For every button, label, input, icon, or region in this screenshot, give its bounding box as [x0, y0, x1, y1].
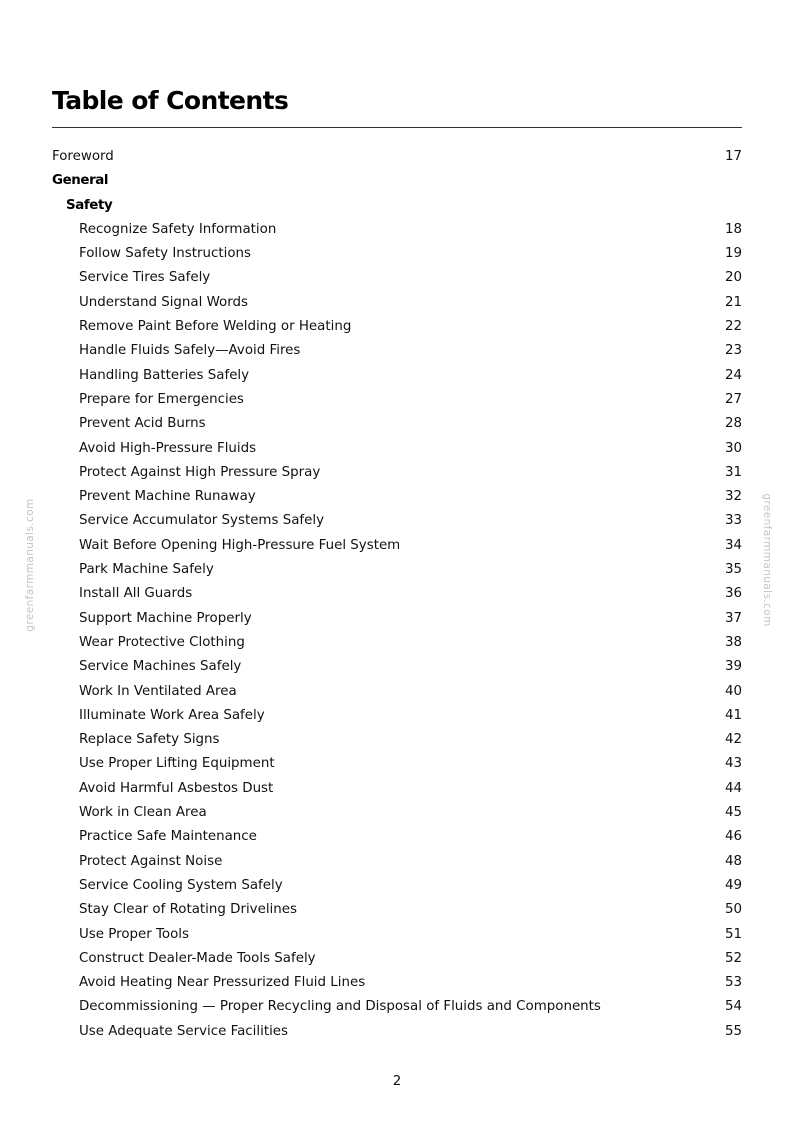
- toc-entry-page-number: 34: [724, 537, 742, 553]
- toc-entry-label: Protect Against Noise: [79, 853, 223, 869]
- toc-list: [52, 145, 742, 1044]
- toc-entry[interactable]: [52, 339, 742, 363]
- toc-entry-page-number: 32: [724, 489, 742, 505]
- toc-entry-page-number: 41: [724, 707, 742, 723]
- toc-entry-label: Safety: [66, 197, 113, 213]
- toc-entry-label: Service Tires Safely: [79, 270, 211, 286]
- toc-entry-page-number: 55: [724, 1023, 742, 1039]
- toc-entry-label: Recognize Safety Information: [79, 221, 277, 237]
- toc-entry-label: Work in Clean Area: [79, 805, 207, 821]
- toc-entry-label: Wait Before Opening High-Pressure Fuel System: [79, 537, 401, 553]
- toc-entry[interactable]: [52, 145, 742, 169]
- toc-entry-page-number: 49: [724, 877, 742, 893]
- toc-entry-page-number: 52: [724, 950, 742, 966]
- toc-entry-label: Install All Guards: [79, 586, 193, 602]
- toc-entry-label: Service Cooling System Safely: [79, 877, 283, 893]
- toc-entry-label: Park Machine Safely: [79, 562, 214, 578]
- toc-entry[interactable]: [52, 266, 742, 290]
- toc-entry[interactable]: [52, 655, 742, 679]
- toc-entry-label: Use Proper Tools: [79, 926, 190, 942]
- toc-entry-page-number: 36: [724, 586, 742, 602]
- toc-entry-page-number: 44: [724, 780, 742, 796]
- toc-entry-page-number: 48: [724, 853, 742, 869]
- toc-entry[interactable]: [52, 728, 742, 752]
- toc-entry-label: Foreword: [52, 149, 114, 164]
- toc-entry-page-number: 43: [724, 756, 742, 772]
- toc-entry[interactable]: [52, 315, 742, 339]
- toc-entry[interactable]: [52, 777, 742, 801]
- toc-entry-label: Decommissioning — Proper Recycling and Disposal of Fluids and Components: [79, 999, 601, 1015]
- toc-entry-page-number: 28: [724, 416, 742, 432]
- toc-entry[interactable]: [52, 291, 742, 315]
- toc-entry-page-number: 21: [724, 294, 742, 310]
- toc-entry-page-number: 23: [724, 343, 742, 359]
- toc-entry[interactable]: [52, 364, 742, 388]
- toc-entry[interactable]: [52, 995, 742, 1019]
- toc-entry-label: Use Proper Lifting Equipment: [79, 756, 275, 772]
- toc-entry[interactable]: [52, 898, 742, 922]
- toc-entry-page-number: 40: [724, 683, 742, 699]
- toc-entry-page-number: 30: [724, 440, 742, 456]
- toc-entry[interactable]: [52, 582, 742, 606]
- toc-section-heading: [52, 169, 742, 193]
- toc-entry[interactable]: [52, 850, 742, 874]
- toc-entry[interactable]: [52, 534, 742, 558]
- toc-entry-page-number: 50: [724, 902, 742, 918]
- toc-entry[interactable]: [52, 412, 742, 436]
- toc-entry-label: Protect Against High Pressure Spray: [79, 464, 321, 480]
- toc-entry-page-number: 33: [724, 513, 742, 529]
- toc-entry-label: Support Machine Properly: [79, 610, 252, 626]
- toc-entry-page-number: 27: [724, 391, 742, 407]
- toc-entry-label: Understand Signal Words: [79, 294, 248, 310]
- toc-entry[interactable]: [52, 631, 742, 655]
- toc-entry[interactable]: [52, 971, 742, 995]
- toc-entry[interactable]: [52, 218, 742, 242]
- toc-entry-page-number: 18: [724, 221, 742, 237]
- toc-entry-label: Service Accumulator Systems Safely: [79, 513, 325, 529]
- toc-entry-label: Prevent Machine Runaway: [79, 489, 256, 505]
- toc-entry-label: Avoid High-Pressure Fluids: [79, 440, 257, 456]
- toc-entry[interactable]: [52, 923, 742, 947]
- toc-entry-page-number: 22: [724, 319, 742, 335]
- toc-entry-label: General: [52, 173, 109, 189]
- toc-entry-label: Replace Safety Signs: [79, 732, 220, 748]
- toc-entry-label: Prevent Acid Burns: [79, 416, 206, 432]
- toc-entry[interactable]: [52, 801, 742, 825]
- toc-entry-label: Wear Protective Clothing: [79, 634, 245, 650]
- toc-entry-page-number: 19: [724, 246, 742, 262]
- toc-entry-label: Remove Paint Before Welding or Heating: [79, 319, 352, 335]
- toc-entry-label: Prepare for Emergencies: [79, 391, 244, 407]
- toc-entry-page-number: 46: [724, 829, 742, 845]
- toc-entry-label: Handling Batteries Safely: [79, 367, 250, 383]
- toc-entry-page-number: 53: [724, 975, 742, 991]
- watermark-left: greenfarmmanuals.com: [24, 498, 36, 632]
- toc-entry-page-number: 42: [724, 732, 742, 748]
- toc-entry[interactable]: [52, 437, 742, 461]
- toc-entry[interactable]: [52, 558, 742, 582]
- page-number: 2: [392, 1074, 402, 1089]
- toc-entry-page-number: 31: [724, 464, 742, 480]
- toc-entry-label: Handle Fluids Safely—Avoid Fires: [79, 343, 301, 359]
- toc-entry-label: Illuminate Work Area Safely: [79, 707, 265, 723]
- toc-entry-page-number: 39: [724, 659, 742, 675]
- toc-entry-page-number: 35: [724, 562, 742, 578]
- page-title: Table of Contents: [52, 86, 289, 115]
- toc-entry[interactable]: [52, 242, 742, 266]
- toc-entry[interactable]: [52, 704, 742, 728]
- toc-entry[interactable]: [52, 388, 742, 412]
- toc-entry-label: Avoid Harmful Asbestos Dust: [79, 780, 274, 796]
- toc-entry-page-number: 17: [724, 149, 742, 164]
- toc-entry-page-number: 20: [724, 270, 742, 286]
- toc-entry[interactable]: [52, 1020, 742, 1044]
- toc-entry[interactable]: [52, 752, 742, 776]
- toc-entry-label: Follow Safety Instructions: [79, 246, 251, 262]
- toc-entry-label: Stay Clear of Rotating Drivelines: [79, 902, 297, 918]
- toc-entry-label: Practice Safe Maintenance: [79, 829, 257, 845]
- toc-entry-page-number: 54: [724, 999, 742, 1015]
- toc-entry[interactable]: [52, 825, 742, 849]
- toc-entry-label: Construct Dealer-Made Tools Safely: [79, 950, 316, 966]
- toc-entry-page-number: 38: [724, 634, 742, 650]
- toc-entry-label: Work In Ventilated Area: [79, 683, 237, 699]
- toc-entry[interactable]: [52, 874, 742, 898]
- toc-entry-label: Use Adequate Service Facilities: [79, 1023, 289, 1039]
- title-divider: [52, 127, 742, 128]
- toc-entry-label: Service Machines Safely: [79, 659, 242, 675]
- watermark-right: greenfarmmanuals.com: [761, 493, 773, 627]
- toc-entry[interactable]: [52, 947, 742, 971]
- toc-entry[interactable]: [52, 461, 742, 485]
- toc-entry-page-number: 45: [724, 805, 742, 821]
- toc-entry-page-number: 24: [724, 367, 742, 383]
- toc-entry-page-number: 37: [724, 610, 742, 626]
- toc-entry-label: Avoid Heating Near Pressurized Fluid Lines: [79, 975, 366, 991]
- toc-entry[interactable]: [52, 607, 742, 631]
- toc-entry[interactable]: [52, 509, 742, 533]
- toc-entry[interactable]: [52, 485, 742, 509]
- toc-section-heading: [52, 194, 742, 218]
- toc-entry-page-number: 51: [724, 926, 742, 942]
- toc-entry[interactable]: [52, 680, 742, 704]
